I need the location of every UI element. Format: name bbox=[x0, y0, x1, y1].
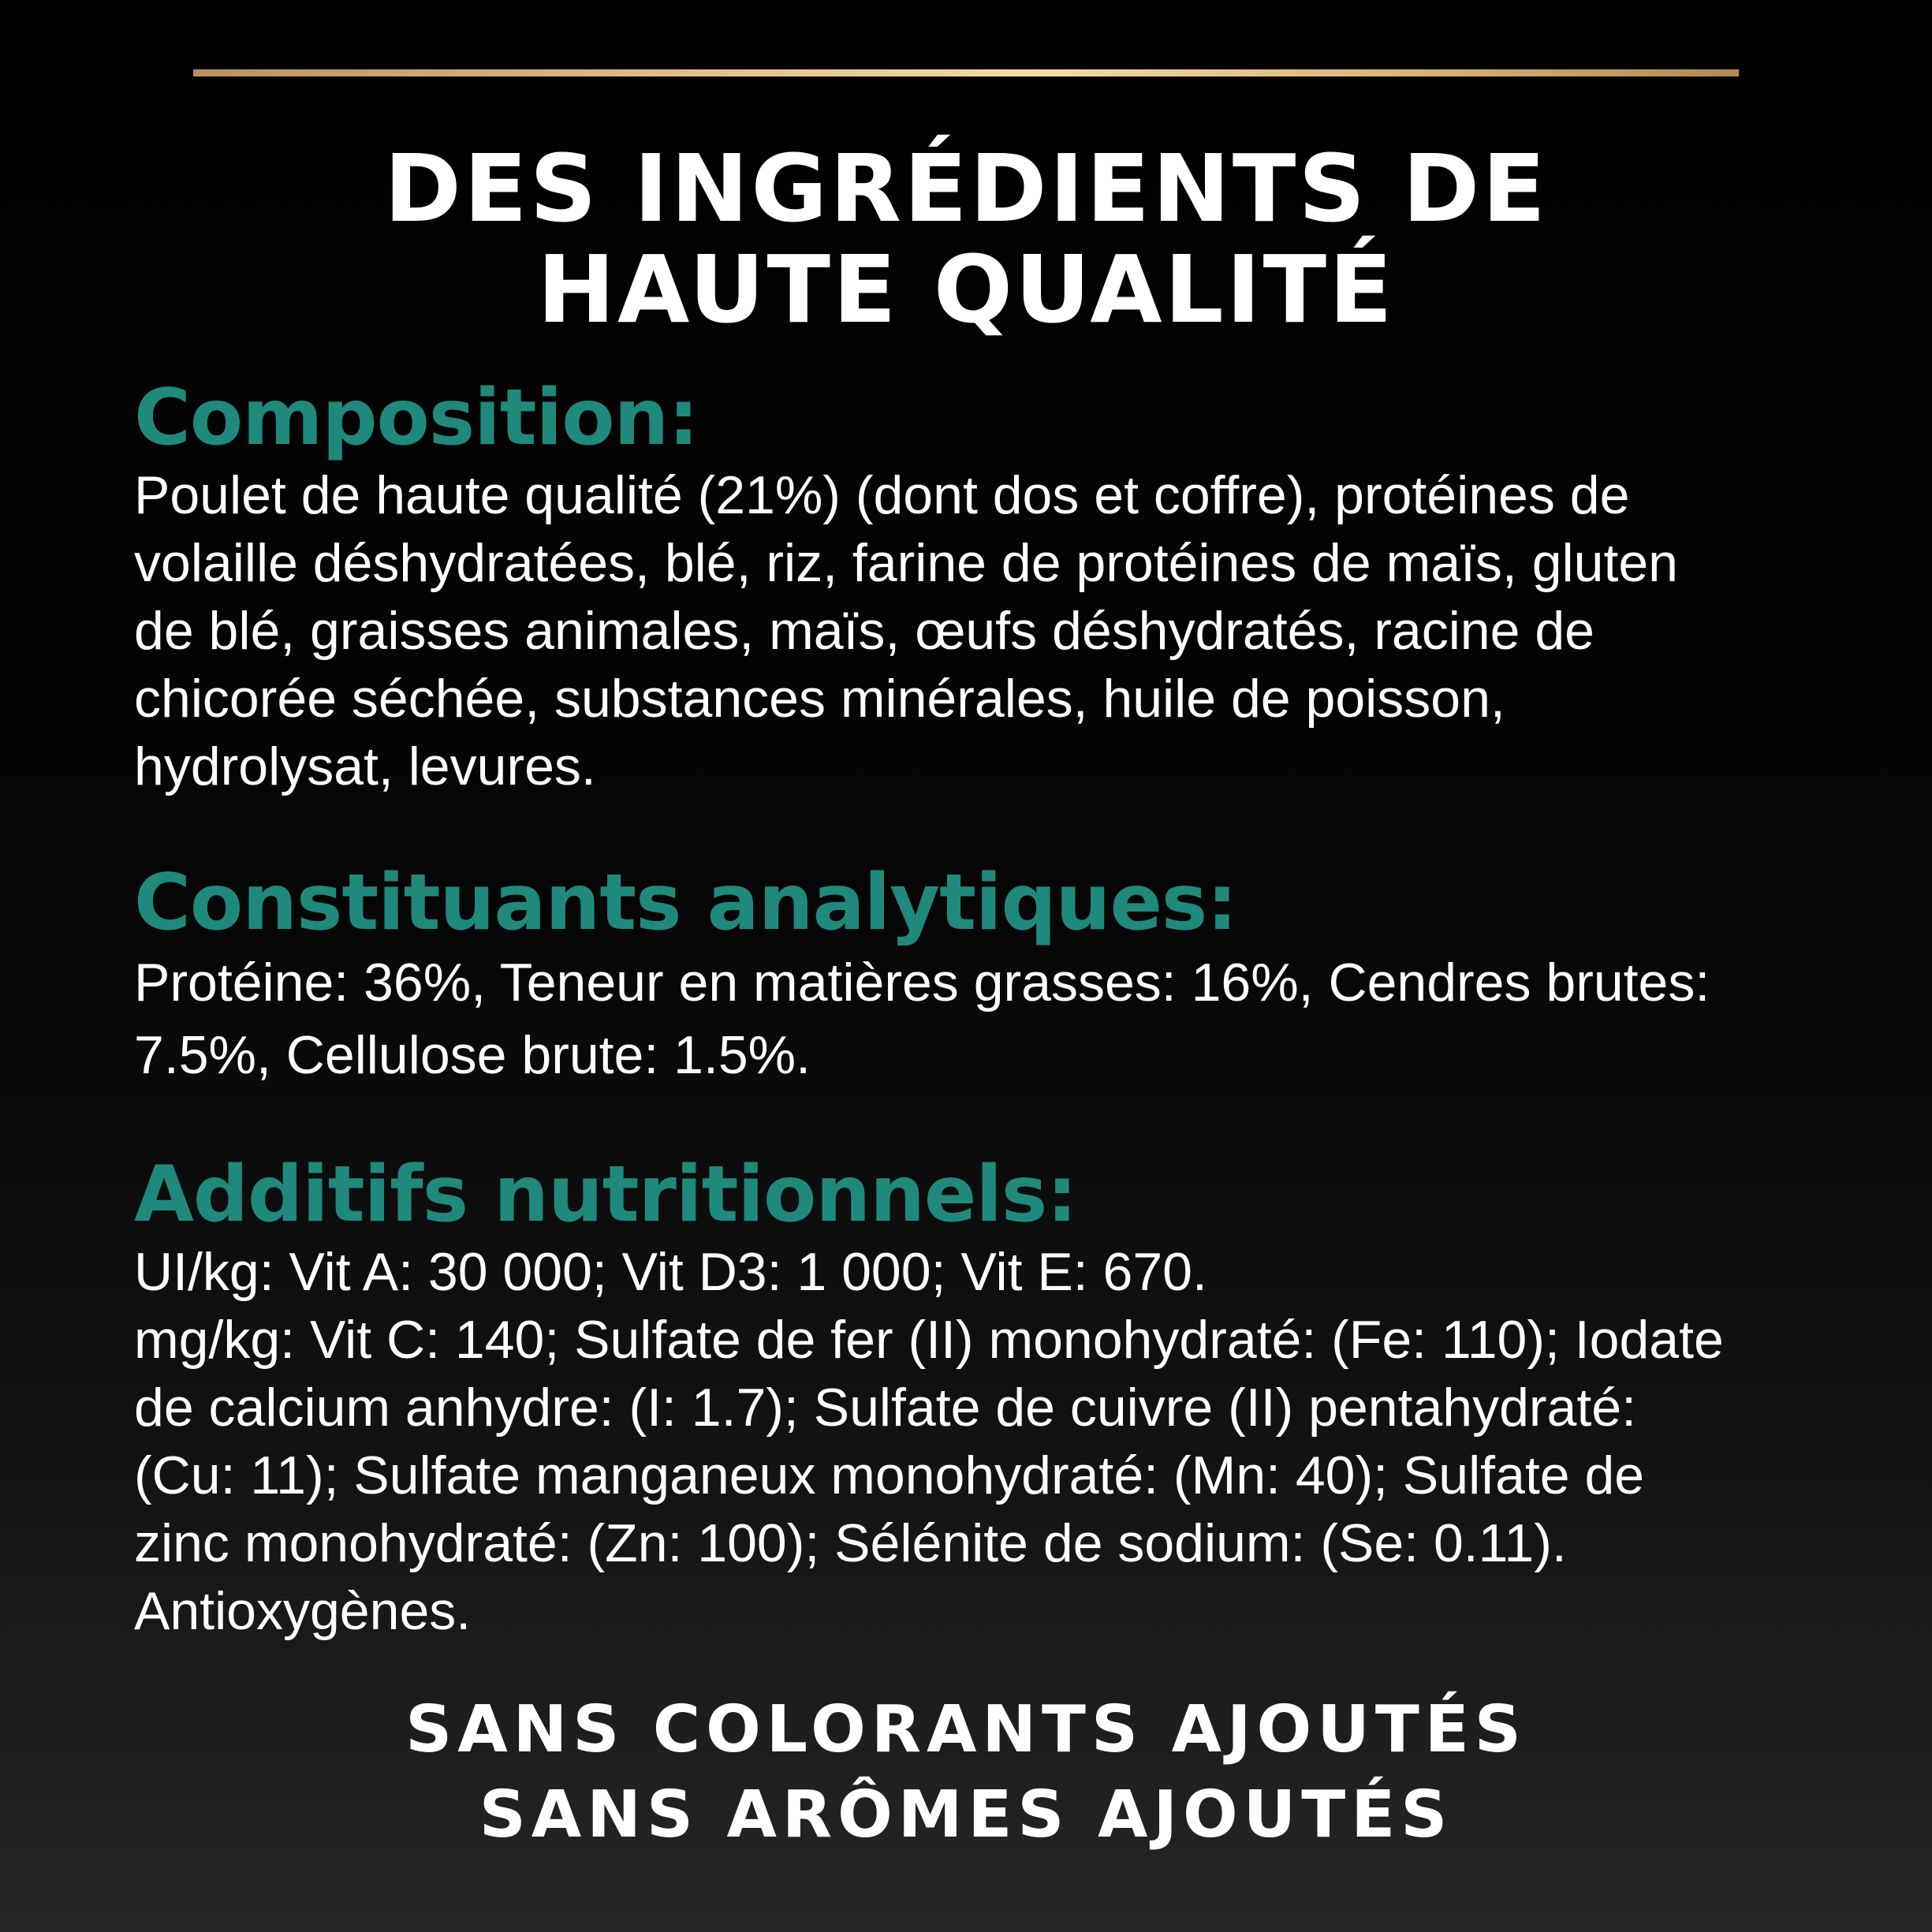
page-title-line-1: DES INGRÉDIENTS DE bbox=[384, 134, 1548, 243]
footer-claim-no-colorants: SANS COLORANTS AJOUTÉS bbox=[405, 1692, 1527, 1767]
constituants-line: Protéine: 36%, Teneur en matières grasses: 16%, Cendres brutes: bbox=[134, 953, 1710, 1013]
additifs-text bbox=[134, 1238, 1853, 1645]
additifs-line: mg/kg: Vit C: 140; Sulfate de fer (II) monohydraté: (Fe: 110); Iodate bbox=[134, 1310, 1724, 1370]
constituants-line: 7.5%, Cellulose brute: 1.5%. bbox=[134, 1025, 811, 1085]
page-title bbox=[0, 134, 1932, 344]
footer-claims bbox=[0, 1688, 1932, 1858]
additifs-line: Antioxygènes. bbox=[134, 1581, 472, 1641]
composition-section bbox=[134, 375, 1853, 800]
constituants-section bbox=[134, 860, 1853, 1091]
additifs-line: (Cu: 11); Sulfate manganeux monohydraté: (Mn: 40); Sulfate de bbox=[134, 1445, 1645, 1505]
additifs-line: UI/kg: Vit A: 30 000; Vit D3: 1 000; Vit E: 670. bbox=[134, 1242, 1207, 1302]
composition-line: volaille déshydratées, blé, riz, farine de protéines de maïs, gluten bbox=[134, 533, 1678, 593]
gold-divider-rule bbox=[193, 69, 1739, 76]
composition-heading: Composition: bbox=[134, 373, 699, 463]
composition-text bbox=[134, 461, 1853, 800]
additifs-section bbox=[134, 1151, 1853, 1645]
additifs-line: zinc monohydraté: (Zn: 100); Sélénite de sodium: (Se: 0.11). bbox=[134, 1513, 1567, 1573]
page-title-line-2: HAUTE QUALITÉ bbox=[537, 235, 1395, 344]
composition-line: Poulet de haute qualité (21%) (dont dos et coffre), protéines de bbox=[134, 465, 1630, 525]
composition-line: de blé, graisses animales, maïs, œufs déshydratés, racine de bbox=[134, 601, 1594, 661]
constituants-heading: Constituants analytiques: bbox=[134, 858, 1237, 948]
composition-line: hydrolysat, levures. bbox=[134, 737, 596, 796]
constituants-text bbox=[134, 946, 1853, 1091]
composition-line: chicorée séchée, substances minérales, huile de poisson, bbox=[134, 669, 1505, 729]
footer-claim-no-aromas: SANS ARÔMES AJOUTÉS bbox=[479, 1777, 1453, 1852]
additifs-heading: Additifs nutritionnels: bbox=[134, 1150, 1077, 1240]
additifs-line: de calcium anhydre: (I: 1.7); Sulfate de cuivre (II) pentahydraté: bbox=[134, 1378, 1636, 1438]
